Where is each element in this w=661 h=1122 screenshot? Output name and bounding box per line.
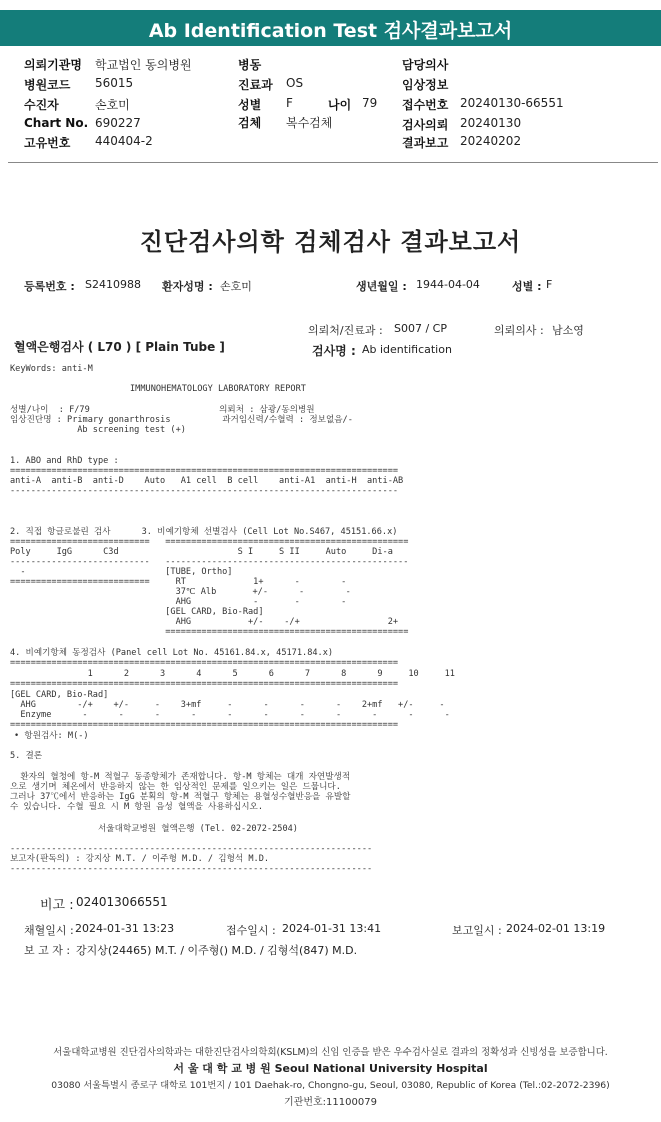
collect-value: 2024-01-31 13:23 <box>75 922 175 935</box>
header-label: Chart No. <box>24 116 89 130</box>
panel-columns: 1 2 3 4 5 6 7 8 9 10 11 <box>10 669 455 679</box>
reporters-value: 강지상(24465) M.T. / 이주형() M.D. / 김형석(847) M.D. <box>76 944 358 957</box>
table-row: Enzyme - - - - - - - - - - - <box>10 710 450 720</box>
table-row: [GEL CARD, Bio-Rad] <box>10 690 109 700</box>
header-value: 56015 <box>95 76 134 90</box>
reporters-label: 보 고 자 : <box>24 944 71 957</box>
section-heading: 5. 결론 <box>10 751 43 761</box>
dob-value: 1944-04-04 <box>416 278 480 291</box>
info-line: Ab screening test (+) <box>10 425 186 435</box>
table-row: AHG +/- -/+ 2+ <box>10 617 399 627</box>
sex-value: F <box>546 278 553 291</box>
header-label: 수진자 <box>24 98 59 112</box>
info-line: 성별/나이 : F/79 의뢰처 : 삼광/동의병원 <box>10 405 315 415</box>
footer-agency: 기관번호:11100079 <box>284 1097 377 1108</box>
lab-title: IMMUNOHEMATOLOGY LABORATORY REPORT <box>130 384 306 394</box>
header-label: 성별 <box>238 98 262 112</box>
test-name-label: 검사명 : <box>312 344 356 358</box>
divider <box>8 162 658 163</box>
header-label: 고유번호 <box>24 136 71 150</box>
collect-label: 채혈일시 : <box>24 924 74 937</box>
banner-title: Ab Identification Test 검사결과보고서 <box>148 20 513 42</box>
separator: ---------------------------------------------------------------------- <box>10 844 373 854</box>
separator: =========================================================================== <box>10 679 399 689</box>
conclusion-line: 환자의 혈청에 항-M 적혈구 동종항체가 존재합니다. 항-M 항체는 대개 자연발생적 <box>10 772 351 782</box>
table-row: AHG - - - <box>10 597 347 607</box>
table-row: [GEL CARD, Bio-Rad] <box>10 607 264 617</box>
footer-cert: 서울대학교병원 진단검사의학과는 대한진단검사의학회(KSLM)의 신임 인증을 받은 우수검사실로 결과의 정확성과 신빙성을 보증합니다. <box>53 1047 608 1058</box>
dob-label: 생년월일 : <box>356 280 407 293</box>
remarks-label: 비고 : <box>40 898 74 913</box>
separator: =========================================================================== <box>10 466 399 476</box>
abo-columns: anti-A anti-B anti-D Auto A1 cell B cell anti-A1 anti-H anti-AB <box>10 476 404 486</box>
name-label: 환자성명 : <box>162 280 213 293</box>
separator: =============================================== <box>10 627 409 637</box>
conclusion-line: 그러나 37℃에서 반응하는 IgG 분획의 항-M 적혈구 항체는 용혈성수혈반응을 유발할 <box>10 792 351 802</box>
test-name-value: Ab identification <box>362 343 452 356</box>
info-line: 임상진단명 : Primary gonarthrosis 과거임신력/수혈력 : 정보없음/- <box>10 415 353 425</box>
header-label: 담당의사 <box>402 58 449 72</box>
footer-hospital: 서 울 대 학 교 병 원 Seoul National University Hospital <box>173 1062 488 1075</box>
header-label: 임상정보 <box>402 78 449 92</box>
keywords: KeyWords: anti-M <box>10 364 93 374</box>
name-value: 손호미 <box>220 280 252 293</box>
section-heading: 1. ABO and RhD type : <box>10 456 119 466</box>
conclusion-line: 수 있습니다. 수혈 필요 시 M 항원 음성 혈액을 사용하십시오. <box>10 802 264 812</box>
table-row: - [TUBE, Ortho] <box>10 567 233 577</box>
separator: =========================== =============================================== <box>10 537 409 547</box>
header-label: 병동 <box>238 58 262 72</box>
table-row: 37℃ Alb +/- - - <box>10 587 351 597</box>
receive-value: 2024-01-31 13:41 <box>282 922 382 935</box>
remarks-value: 024013066551 <box>76 895 168 909</box>
header-label: 의뢰기관명 <box>24 58 82 72</box>
separator: =========================================================================== <box>10 720 399 730</box>
header-value: F <box>286 96 293 110</box>
dept-label: 의뢰처/진료과 : <box>308 324 383 337</box>
header-value: OS <box>286 76 304 90</box>
section-heading: 4. 비예기항체 동정검사 (Panel cell Lot No. 45161.84.x, 45171.84.x) <box>10 648 334 658</box>
doctor-value: 남소영 <box>552 324 584 337</box>
receive-label: 접수일시 : <box>226 924 276 937</box>
antigen-test: • 항원검사: M(-) <box>14 731 89 741</box>
sex-label: 성별 : <box>512 280 542 293</box>
header-label: 검사의뢰 <box>402 118 449 132</box>
footer-address: 03080 서울특별시 종로구 대학로 101번지 / 101 Daehak-ro, Chongno-gu, Seoul, 03080, Republic of Korea (Tel.:02-2072-2396) <box>51 1080 610 1091</box>
blood-bank: 서울대학교병원 혈액은행 (Tel. 02-2072-2504) <box>98 824 298 834</box>
conclusion-line: 으로 생기며 체온에서 반응하지 않는 한 임상적인 문제를 일으키는 일은 드뭅니다. <box>10 782 341 792</box>
separator: --------------------------- ----------------------------------------------- <box>10 557 409 567</box>
doctor-label: 의뢰의사 : <box>494 324 544 337</box>
header-value: 440404-2 <box>95 134 153 148</box>
report-time-label: 보고일시 : <box>452 924 502 937</box>
dat-columns: Poly IgG C3d S I S II Auto Di-a <box>10 547 393 557</box>
header-value: 학교법인 동의병원 <box>95 58 192 72</box>
report-time-value: 2024-02-01 13:19 <box>506 922 606 935</box>
header-value: 손호미 <box>95 98 130 112</box>
reg-label: 등록번호 : <box>24 280 75 293</box>
header-value: 20240130 <box>460 116 522 130</box>
header-label: 접수번호 <box>402 98 449 112</box>
reporter-line: 보고자(판독의) : 강지상 M.T. / 이주형 M.D. / 김형석 M.D. <box>10 854 270 864</box>
table-row: =========================== RT 1+ - - <box>10 577 347 587</box>
header-value: 79 <box>362 96 378 110</box>
test-title: 혈액은행검사 ( L70 ) [ Plain Tube ] <box>14 340 225 354</box>
header-value: 690227 <box>95 116 141 130</box>
dept-value: S007 / CP <box>394 322 447 335</box>
reg-value: S2410988 <box>85 278 141 291</box>
header-value: 복수검체 <box>286 116 333 130</box>
separator: =========================================================================== <box>10 658 399 668</box>
title-banner <box>0 10 661 46</box>
header-value: 20240202 <box>460 134 522 148</box>
report-title: 진단검사의학 검체검사 결과보고서 <box>139 228 522 256</box>
header-label: 진료과 <box>238 78 273 92</box>
header-label: 병원코드 <box>24 78 71 92</box>
separator: --------------------------------------------------------------------------- <box>10 486 399 496</box>
separator: ---------------------------------------------------------------------- <box>10 864 373 874</box>
header-label: 검체 <box>238 116 262 130</box>
header-value: 20240130-66551 <box>460 96 564 110</box>
table-row: AHG -/+ +/- - 3+mf - - - - 2+mf +/- - <box>10 700 445 710</box>
header-label: 나이 <box>328 98 352 112</box>
header-label: 결과보고 <box>402 136 449 150</box>
section-heading: 2. 직접 항글로불린 검사 3. 비예기항체 선별검사 (Cell Lot No.S467, 45151.66.x) <box>10 527 398 537</box>
